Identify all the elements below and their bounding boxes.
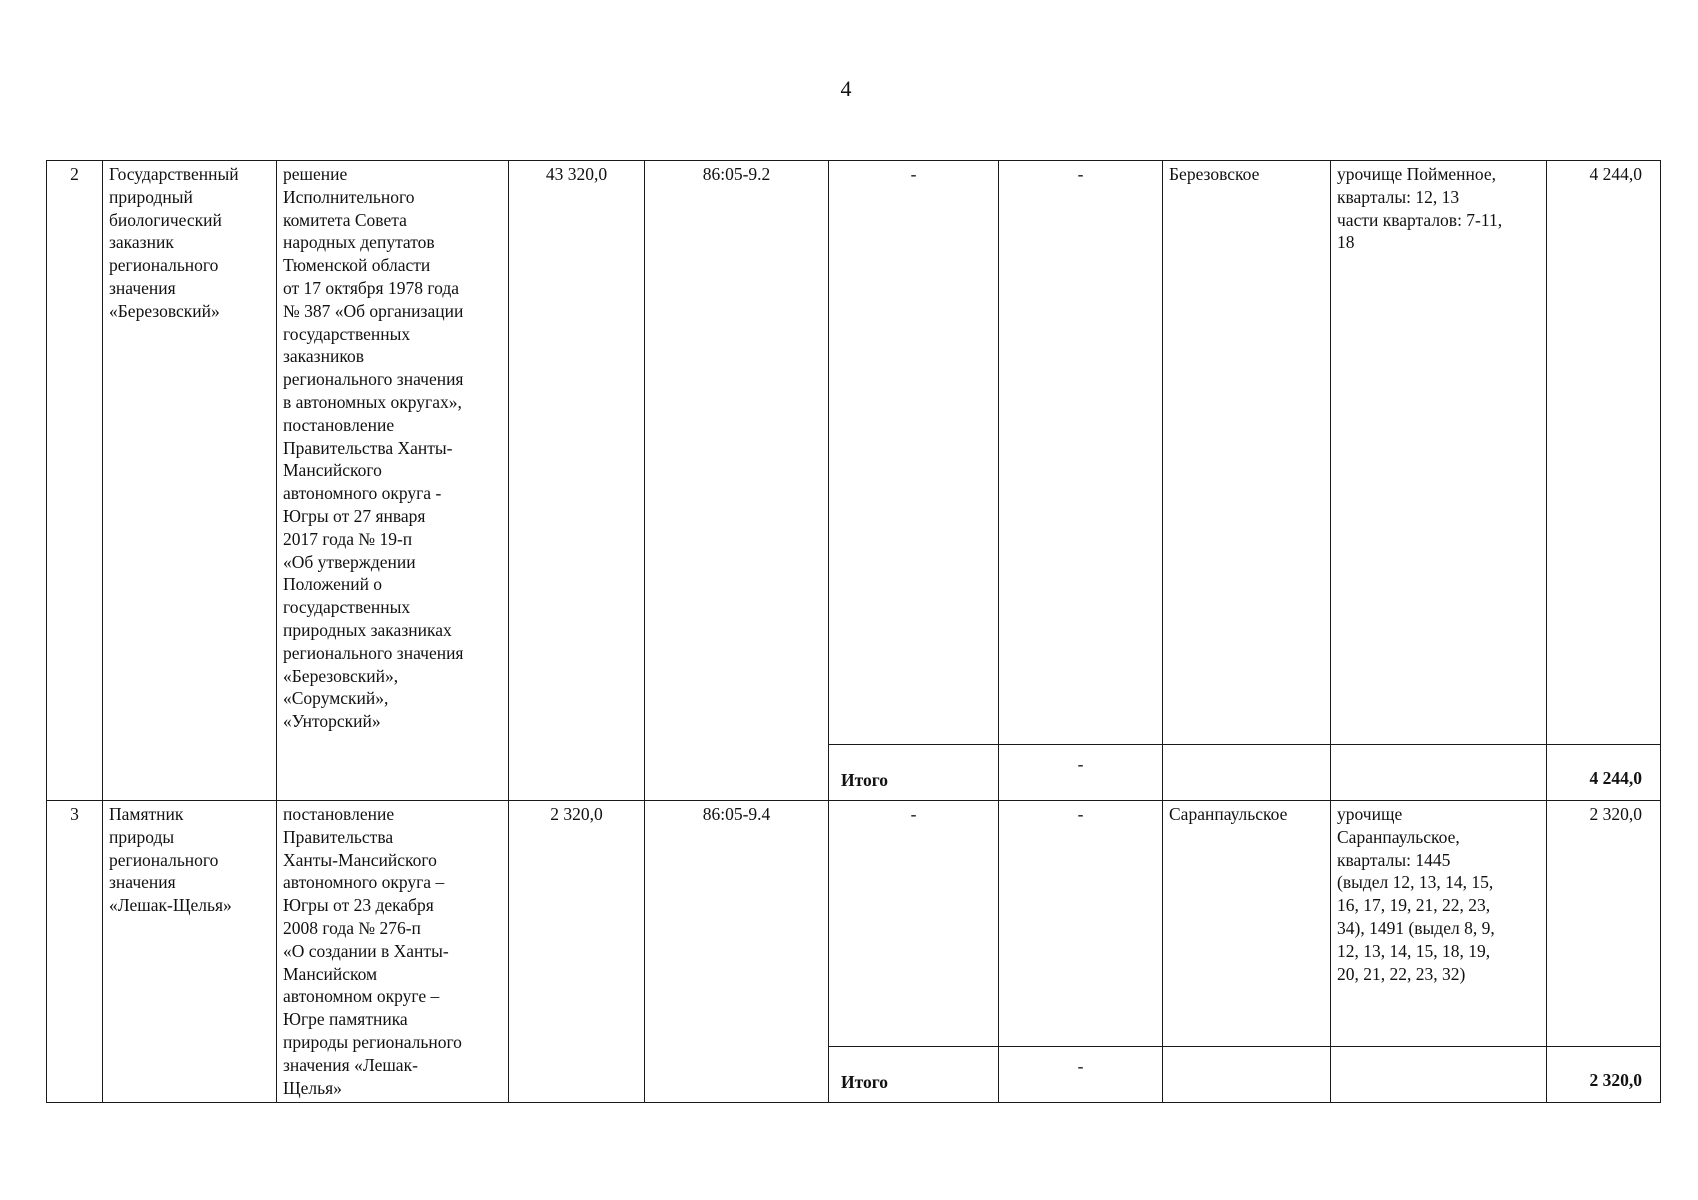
- empty-cell: [1331, 1047, 1547, 1103]
- itogo-dash-cell: [999, 1047, 1163, 1103]
- area-name: Памятник природы регионального значения «Лешак-Щелья»: [103, 801, 277, 1103]
- itogo-total: 2 320,0: [1589, 1070, 1642, 1091]
- legal-document: решение Исполнительного комитета Совета народных депутатов Тюменской области от 17 октября 1978 года № 387 «Об организации государственных заказников регионального значения в автономных округах», постановление Правительства Ханты- Мансийского автономного округа - Югры от 27 января 2017 года № 19-п «Об утверждении Положений о государственных природных заказниках регионального значения «Березовский», «Сорумский», «Унторский»: [277, 161, 509, 801]
- cadastral-code: 86:05-9.2: [645, 161, 829, 801]
- itogo-label-cell: [829, 1047, 999, 1103]
- itogo-total-cell: [1547, 1047, 1661, 1103]
- itogo-dash-cell: [999, 745, 1163, 801]
- cell-dash: -: [999, 801, 1163, 1047]
- itogo-label: Итого: [841, 770, 888, 791]
- location-description: урочище Саранпаульское, кварталы: 1445 (выдел 12, 13, 14, 15, 16, 17, 19, 21, 22, 23, 34), 1491 (выдел 8, 9, 12, 13, 14, 15, 18, 19, 20, 21, 22, 23, 32): [1331, 801, 1547, 1047]
- itogo-dash: -: [1077, 1056, 1084, 1076]
- empty-cell: [1331, 745, 1547, 801]
- area-value: 2 320,0: [1547, 801, 1661, 1047]
- cell-dash: -: [829, 161, 999, 745]
- total-area: 2 320,0: [509, 801, 645, 1103]
- table-row: [47, 801, 1661, 1047]
- page-number: 4: [840, 76, 852, 101]
- itogo-dash: -: [1077, 754, 1084, 774]
- cell-dash: -: [829, 801, 999, 1047]
- empty-cell: [1163, 745, 1331, 801]
- itogo-total-cell: [1547, 745, 1661, 801]
- row-number: 3: [47, 801, 103, 1103]
- location-description: урочище Пойменное, кварталы: 12, 13 части кварталов: 7-11, 18: [1331, 161, 1547, 745]
- table-row: [47, 161, 1661, 745]
- empty-cell: [1163, 1047, 1331, 1103]
- itogo-label: Итого: [841, 1072, 888, 1093]
- itogo-label-cell: [829, 745, 999, 801]
- legal-document: постановление Правительства Ханты-Мансийского автономного округа – Югры от 23 декабря 2008 года № 276-п «О создании в Ханты- Мансийском автономном округе – Югре памятника природы регионального значения «Лешак- Щелья»: [277, 801, 509, 1103]
- area-name: Государственный природный биологический заказник регионального значения «Березовский»: [103, 161, 277, 801]
- total-area: 43 320,0: [509, 161, 645, 801]
- forestry-name: Березовское: [1163, 161, 1331, 745]
- row-number: 2: [47, 161, 103, 801]
- cell-dash: -: [999, 161, 1163, 745]
- itogo-total: 4 244,0: [1589, 768, 1642, 789]
- area-value: 4 244,0: [1547, 161, 1661, 745]
- forestry-name: Саранпаульское: [1163, 801, 1331, 1047]
- cadastral-code: 86:05-9.4: [645, 801, 829, 1103]
- protected-areas-table: [46, 160, 1661, 1103]
